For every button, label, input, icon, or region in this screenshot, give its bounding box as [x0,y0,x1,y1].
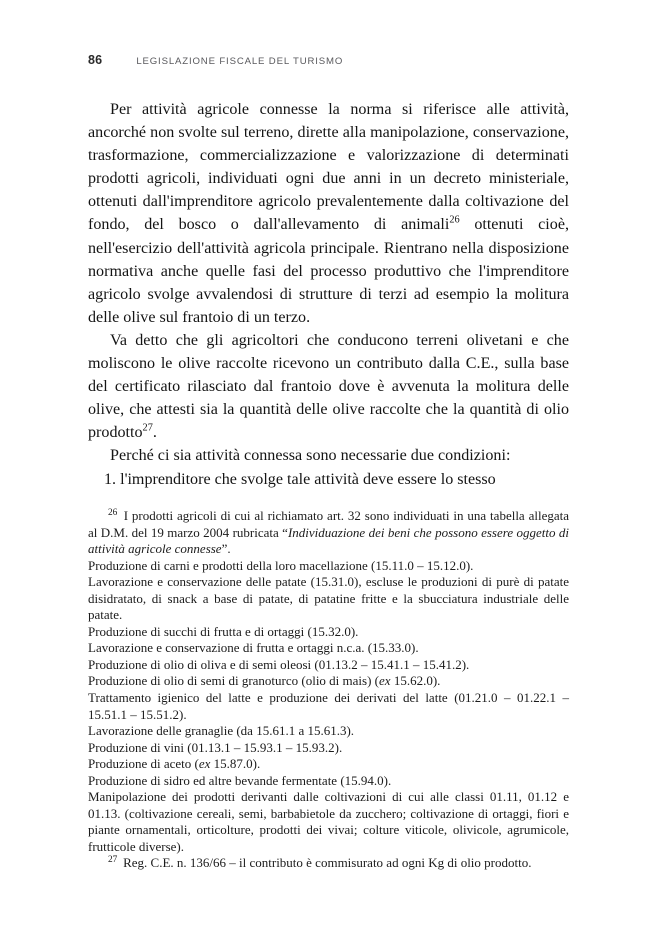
footnote-marker-26: 26 [108,507,118,518]
paragraph-tail-text: ottenuti cioè, nell'esercizio dell'attività agricola principale. Rientrano nella disposizione normativa anche quelle fasi del processo produttivo che l'imprenditore agricolo svolge avvalendosi di strutture di terzi ad esempio la molitura delle olive sul frantoio di un terzo. [88,216,569,326]
footnote-reference-26[interactable]: 26 [449,215,460,227]
footnote-italic-ex: ex [198,756,211,772]
paragraph-attivita-connesse [88,98,569,329]
footnote-list-item [88,673,569,690]
footnotes-block [88,508,569,872]
footnote-text: Reg. C.E. n. 136/66 – il contributo è commisurato ad ogni Kg di olio prodotto. [119,855,532,871]
footnote-list-item: Produzione di vini (01.13.1 – 15.93.1 – 15.93.2). [88,739,343,755]
footnote-text-pre: I prodotti agricoli di cui al richiamato art. 32 sono individuati in una tabella allegata al D.M. del 19 marzo 2004 rubricata “ [88,508,569,540]
footnote-marker-27: 27 [108,855,118,866]
footnote-27 [88,855,569,872]
footnote-text-post: ”. [221,541,231,557]
footnote-text-pre: Produzione di olio di semi di granoturco (olio di mais) ( [88,673,380,689]
paragraph-lead-text: Perché ci sia attività connessa sono necessarie due condizioni: [110,447,511,465]
footnote-list-item: Produzione di olio di oliva e di semi oleosi (01.13.2 – 15.41.1 – 15.41.2). [88,656,470,672]
footnote-reference-27[interactable]: 27 [142,422,153,434]
running-header-title: LEGISLAZIONE FISCALE DEL TURISMO [136,56,344,67]
footnote-text-pre: Produzione di aceto ( [88,756,199,772]
paragraph-lead-text: Va detto che gli agricoltori che conducono terreni olivetani e che moliscono le olive raccolte ricevono un contributo dalla C.E., sulla base del certificato rilasciato dal frantoio dove è avvenuta la molitura delle olive, che attesti sia la quantità delle olive raccolte che la quantità di olio prodotto [88,331,569,442]
body-text-block [88,98,569,491]
footnote-text-post: 15.87.0). [210,756,261,772]
footnote-list-item: Produzione di carni e prodotti della loro macellazione (15.11.0 – 15.12.0). [88,557,474,573]
footnote-26 [88,508,569,558]
footnote-list-item: Produzione di sidro ed altre bevande fermentate (15.94.0). [88,772,392,788]
footnote-list-item: Manipolazione dei prodotti derivanti dalle coltivazioni di cui alle classi 01.11, 01.12 e 01.13. (coltivazione cereali, semi, barbabietole da zucchero; coltivazione di ortaggi, fiori e piante ornamentali, orticolture, prodotti dei vivai; colture viticole, olivicole, agrumicole, frutticole diverse). [88,789,569,854]
numbered-condition-item-1: 1. l'imprenditore che svolge tale attività deve essere lo stesso [104,470,496,488]
paragraph-condizioni [88,444,569,467]
footnote-list-item: Trattamento igienico del latte e produzione dei derivati del latte (01.21.0 – 01.22.1 – 15.51.1 – 15.51.2). [88,690,569,722]
running-header [88,53,568,67]
paragraph-tail-text: . [152,424,157,442]
footnote-list-item: Lavorazione e conservazione delle patate (15.31.0), escluse le produzioni di purè di patate disidratato, di snack a base di patate, di patatine fritte e la sbucciatura industriale delle patate. [88,574,569,623]
footnote-italic-ex: ex [379,673,391,689]
footnote-text-post: 15.62.0). [390,673,441,689]
footnote-list-item: Lavorazione e conservazione di frutta e ortaggi n.c.a. (15.33.0). [88,640,419,656]
footnote-italic-title: Individuazione dei beni che possono essere oggetto di attività agricole connesse [88,524,570,557]
footnote-list-item: Lavorazione delle granaglie (da 15.61.1 a 15.61.3). [88,723,355,739]
paragraph-agricoltori-olivetani [88,329,569,444]
footnote-list-item: Produzione di succhi di frutta e di ortaggi (15.32.0). [88,623,359,639]
paragraph-lead-text: Per attività agricole connesse la norma si riferisce alle attività, ancorché non svolte sul terreno, dirette alla manipolazione, conservazione, trasformazione, commercializzazione e valorizzazione di determinati prodotti agricoli, individuati ogni due anni in un decreto ministeriale, ottenuti dall'imprenditore agricolo prevalentemente dalla coltivazione del fondo, del bosco o dall'allevamento di animali [88,101,569,234]
footnote-list-item [88,756,569,773]
page-number: 86 [88,53,103,67]
